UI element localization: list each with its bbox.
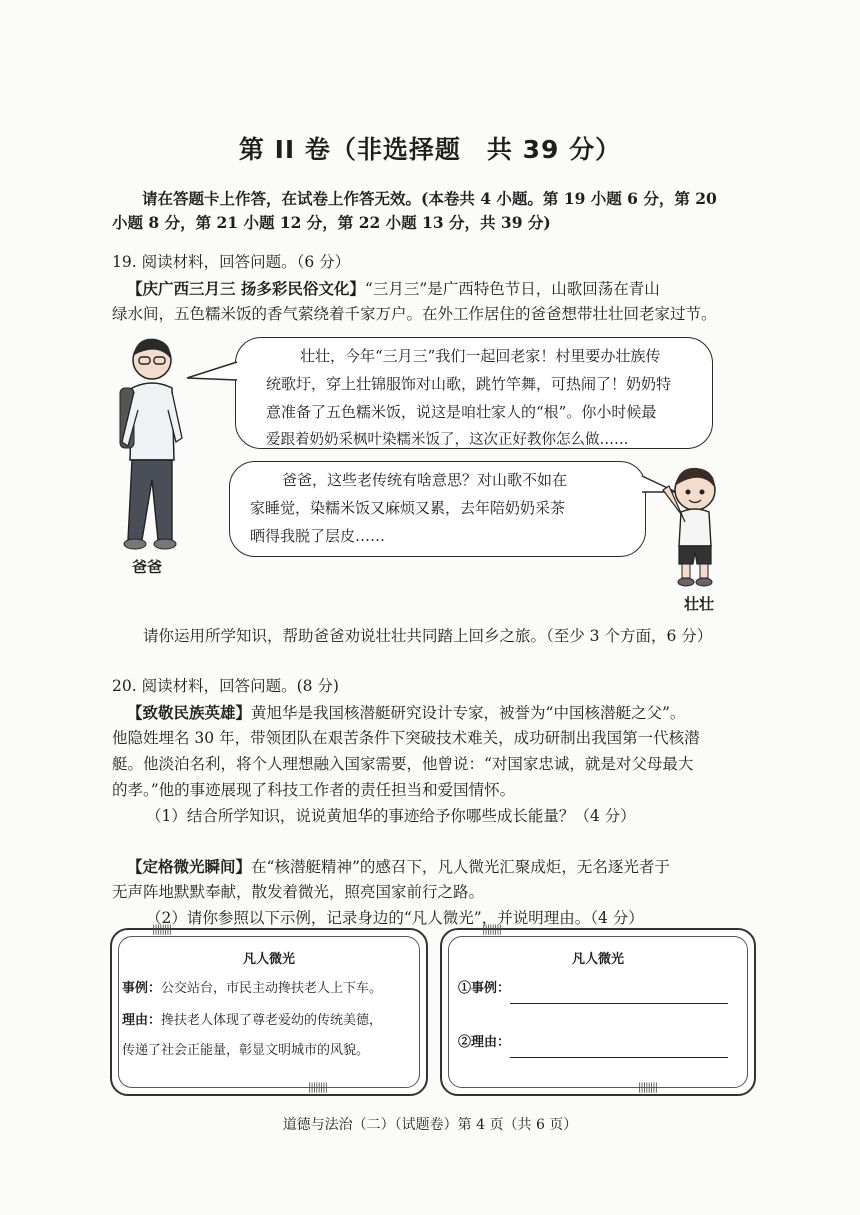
card-ticks-top: |||||||| [152,924,171,935]
q20-para1-line3: 艇。他淡泊名利，将个人理想融入国家需要，他曾说：“对国家忠诚，就是对父母最大 [112,755,694,773]
answer-reason-blank[interactable] [510,1037,728,1058]
q19-lead-tag: 【庆广西三月三 扬多彩民俗文化】 [127,279,365,298]
dad-bubble-line2: 统歌圩，穿上壮锦服饰对山歌，跳竹竿舞，可热闹了！奶奶特 [266,375,672,393]
son-bubble-line1: 爸爸，这些老传统有啥意思？对山歌不如在 [282,471,568,489]
son-speech-bubble [229,461,646,557]
q20-tag1: 【致敬民族英雄】 [127,703,252,722]
q19-prompt: 请你运用所学知识，帮助爸爸劝说壮壮共同踏上回乡之旅。（至少 3 个方面，6 分） [143,627,713,645]
page-footer: 道德与法治（二）（试题卷）第 4 页（共 6 页） [282,1117,578,1133]
reason-line2: 传递了社会正能量，彰显文明城市的风貌。 [122,1043,370,1058]
instructions-line2: 小题 8 分，第 21 小题 12 分，第 22 小题 13 分，共 39 分) [112,213,551,232]
dad-bubble-tail [185,358,240,388]
q20-para2-rest: 在“核潜艇精神”的感召下，凡人微光汇聚成炬，无名逐光者于 [251,858,670,876]
example-label: 事例： [122,981,162,996]
dad-bubble-line4: 爱跟着奶奶采枫叶染糯米饭了，这次正好教你怎么做…… [266,432,629,448]
q20-tag2: 【定格微光瞬间】 [127,857,252,876]
q20-sub2: （2）请你参照以下示例，记录身边的“凡人微光”，并说明理由。（4 分） [146,909,644,927]
reason-line [122,1006,382,1036]
section-title: 第 II 卷（非选择题 共 39 分） [238,135,622,164]
answer-example-row [458,974,728,1004]
reason-label: 理由： [122,1013,162,1028]
example-card [110,924,428,1096]
q20-sub1: （1）结合所学知识，说说黄旭华的事迹给予你哪些成长能量？（4 分） [146,807,636,825]
answer-card [440,924,756,1096]
example-text: 公交站台，市民主动搀扶老人上下车。 [161,981,383,996]
example-line [122,974,382,1004]
dad-speech-bubble [235,337,713,449]
example-card-title: 凡人微光 [242,952,295,967]
son-label: 壮壮 [684,595,715,613]
reason-text1: 搀扶老人体现了尊老爱幼的传统美德， [161,1013,383,1028]
answer-reason-row [458,1028,728,1058]
dad-bubble-line3: 意准备了五色糯米饭，说这是咱壮家人的“根”。你小时候最 [266,403,657,421]
card-ticks-bottom: |||||||| [308,1082,327,1093]
son-bubble-line3: 晒得我脱了层皮…… [250,527,386,545]
q20-para1-rest: 黄旭华是我国核潜艇研究设计专家，被誉为“中国核潜艇之父”。 [251,704,686,722]
answer-card-ticks-bottom: |||||||| [638,1082,657,1093]
son-illustration [655,460,735,590]
q20-para1-line4: 的孝。”他的事迹展现了科技工作者的责任担当和爱国情怀。 [112,781,516,799]
q20-para1-line2: 他隐姓埋名 30 年，带领团队在艰苦条件下突破技术难关，成功研制出我国第一代核潜 [112,729,700,747]
q19-lead-rest: “三月三”是广西特色节日，山歌回荡在青山 [364,280,660,298]
son-bubble-line2: 家睡觉，染糯米饭又麻烦又累，去年陪奶奶采茶 [250,499,566,517]
q20-header: 20. 阅读材料，回答问题。(8 分) [112,677,339,695]
dad-label: 爸爸 [132,558,163,576]
answer-card-ticks-top: |||||||| [482,924,501,935]
q20-para2-line2: 无声阵地默默奉献，散发着微光，照亮国家前行之路。 [112,883,485,901]
answer-reason-label: ②理由： [458,1035,511,1050]
q19-lead-line2: 绿水间，五色糯米饭的香气萦绕着千家万户。在外工作居住的爸爸想带壮壮回老家过节。 [112,305,717,323]
q19-header: 19. 阅读材料，回答问题。（6 分） [112,253,351,271]
answer-example-label: ①事例： [458,981,511,996]
answer-card-title: 凡人微光 [571,952,624,967]
dad-bubble-line1: 壮壮，今年“三月三”我们一起回老家！村里要办壮族传 [300,347,661,365]
instructions-line1: 请在答题卡上作答，在试卷上作答无效。(本卷共 4 小题。第 19 小题 6 分，第 20 [142,189,717,208]
answer-example-blank[interactable] [510,983,728,1004]
